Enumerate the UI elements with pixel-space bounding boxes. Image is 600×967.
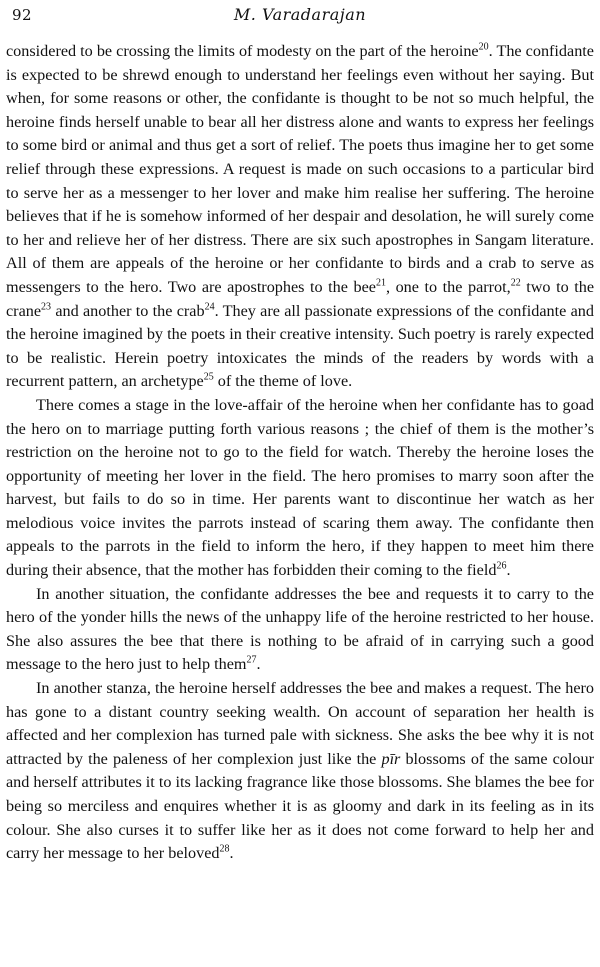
footnote-ref: 23 [41, 301, 52, 313]
text-run: blossoms of the same colour and herself attributes it to its lacking fragrance like those blossoms. She blames the bee for being so merciless and enquires whether it is as gloomy and dark in its feeling as in its colour. She also curses it to suffer like her as it does not come forward to help her and carry her message to her beloved [6, 749, 594, 863]
text-run: considered to be crossing the limits of modesty on the part of the heroine [6, 42, 479, 60]
italic-term: pīr [381, 749, 401, 768]
footnote-ref: 21 [375, 277, 386, 289]
running-head: M. Varadarajan [233, 5, 367, 24]
footnote-ref: 25 [203, 371, 214, 383]
page-header [6, 0, 594, 40]
text-run: two to the crane [6, 277, 595, 320]
paragraph [6, 583, 594, 677]
text-run: . [256, 655, 261, 674]
footnote-ref: 20 [478, 41, 489, 53]
paragraph [6, 394, 594, 583]
paragraph [6, 677, 594, 866]
paragraph [6, 40, 594, 394]
footnote-ref: 26 [496, 560, 507, 572]
body-text [6, 40, 594, 866]
footnote-ref: 24 [204, 301, 215, 313]
text-run: , one to the parrot, [385, 277, 511, 296]
footnote-ref: 27 [246, 655, 257, 667]
text-run: and another to the crab [51, 301, 205, 320]
footnote-ref: 22 [510, 277, 521, 289]
text-run: There comes a stage in the love-affair of the heroine when her confidante has to goad the hero on to marriage putting forth various reasons ; the chief of them is the mother’s restriction on the heroine not to go to the field for watch. Thereby the heroine loses the opportunity of meeting her lover in the field. The hero promises to marry soon after the harvest, but fails to do so in time. Her parents want to discontinue her watch as her melodious voice invites the parrots instead of scaring them away. The confidante then appeals to the parrots in the field to inform the hero, if they happen to meet him there during their absence, that the mother has forbidden their coming to the field [6, 395, 594, 580]
text-run: . [229, 844, 234, 863]
text-run: . The confidante is expected to be shrewd enough to understand her feelings even without her saying. But when, for some reasons or other, the confidante is thought to be not so much helpful, the heroine finds herself unable to bear all her distress alone and wants to express her feelings to some bird or animal and thus get a sort of relief. The poets thus imagine her to get some relief through these expressions. A request is made on such occasions to a particular bird to serve her as a messenger to her lover and make him realise her suffering. The heroine believes that if he is somehow informed of her despair and desolation, he will surely come to her and relieve her of her distress. There are six such apostrophes in Sangam literature. All of them are appeals of the heroine or her confidante to birds and a crab to serve as messengers to the hero. Two are apostrophes to the bee [6, 42, 594, 296]
text-run: In another stanza, the heroine herself addresses the bee and makes a request. The hero has gone to a distant country seeking wealth. On account of separation her health is affected and her complexion has turned pale with sickness. She asks the bee why it is not attracted by the paleness of her complexion just like the [6, 679, 594, 768]
footnote-ref: 28 [219, 843, 230, 855]
text-run: . They are all passionate expressions of the confidante and the heroine imagined by the poets in their creative intensity. Such poetry is rarely expected to be realistic. Herein poetry intoxicates the minds of the readers by words with a recurrent pattern, an archetype [6, 301, 594, 391]
text-run: In another situation, the confidante addresses the bee and requests it to carry to the hero of the yonder hills the news of the unhappy life of the heroine restricted to her house. She also assures the bee that there is nothing to be afraid of in carrying such a good message to the hero just to help them [6, 584, 594, 674]
text-run: . [506, 561, 511, 580]
text-run: of the theme of love. [213, 372, 353, 391]
page-number: 92 [12, 6, 33, 24]
